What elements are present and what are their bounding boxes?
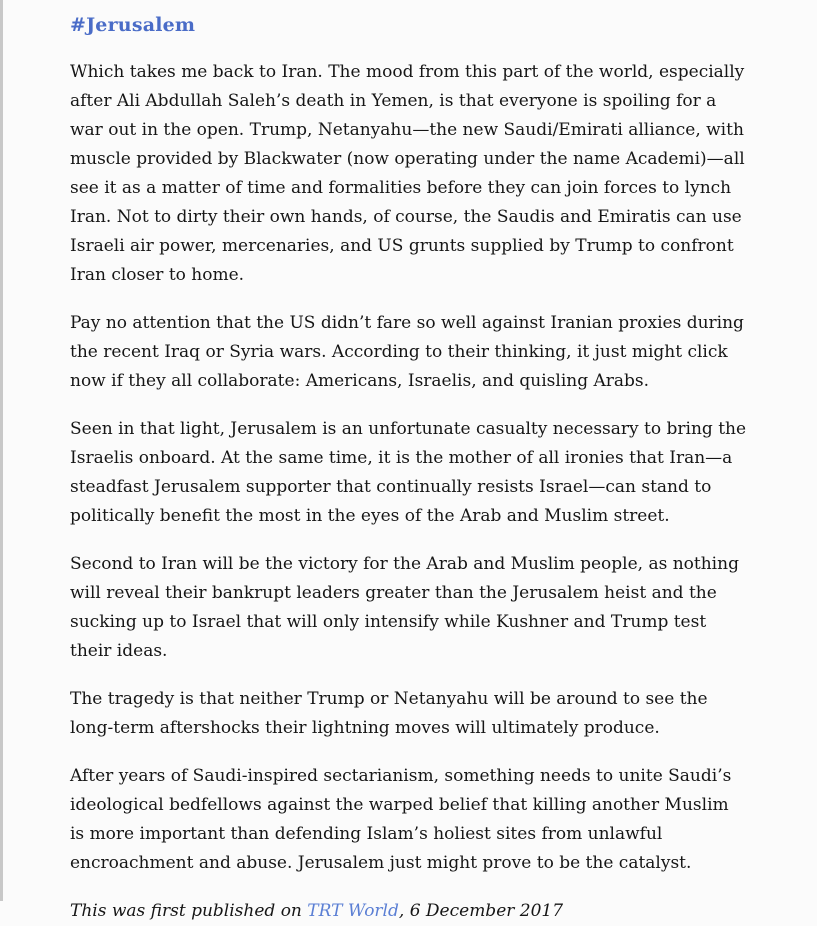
paragraph-3: Seen in that light, Jerusalem is an unfortunate casualty necessary to bring the Israelis onboard. At the same time, it is the mother of all ironies that Iran—a steadfast Jerusalem supporter that continually resists Israel—can stand to politically benefit the most in the eyes of the Arab and Muslim street. — [70, 419, 747, 526]
trt-world-link[interactable]: TRT World — [307, 901, 399, 921]
paragraph-6: After years of Saudi-inspired sectarianism, something needs to unite Saudi’s ideological bedfellows against the warped belief that killing another Muslim is more important than defending Islam’s holiest sites from unlawful encroachment and abuse. Jerusalem just might prove to be the catalyst. — [70, 766, 732, 873]
paragraph-2: Pay no attention that the US didn’t fare so well against Iranian proxies during the recent Iraq or Syria wars. According to their thinking, it just might click now if they all collaborate: Americans, Israelis, and quisling Arabs. — [70, 313, 744, 391]
paragraph-5: The tragedy is that neither Trump or Netanyahu will be around to see the long-term aftershocks their lightning moves will ultimately produce. — [70, 689, 708, 738]
attribution-prefix: This was first published on — [70, 901, 308, 921]
paragraph-1: Which takes me back to Iran. The mood from this part of the world, especially after Ali Abdullah Saleh’s death in Yemen, is that everyone is spoiling for a war out in the open. Trump, Netanyahu—the new Saudi/Emirati alliance, with muscle provided by Blackwater (now operating under the name Academi)—all see it as a matter of time and formalities before they can join forces to lynch Iran. Not to dirty their own hands, of course, the Saudis and Emiratis can use Israeli air power, mercenaries, and US grunts supplied by Trump to confront Iran closer to home. — [70, 62, 745, 285]
post-tag-heading-link[interactable]: #Jerusalem — [70, 14, 196, 36]
attribution-suffix: , 6 December 2017 — [398, 901, 564, 921]
page-left-border — [0, 0, 3, 901]
paragraph-4: Second to Iran will be the victory for the Arab and Muslim people, as nothing will reveal their bankrupt leaders greater than the Jerusalem heist and the sucking up to Israel that will only intensify while Kushner and Trump test their ideas. — [70, 554, 739, 661]
attribution-line — [70, 897, 748, 926]
